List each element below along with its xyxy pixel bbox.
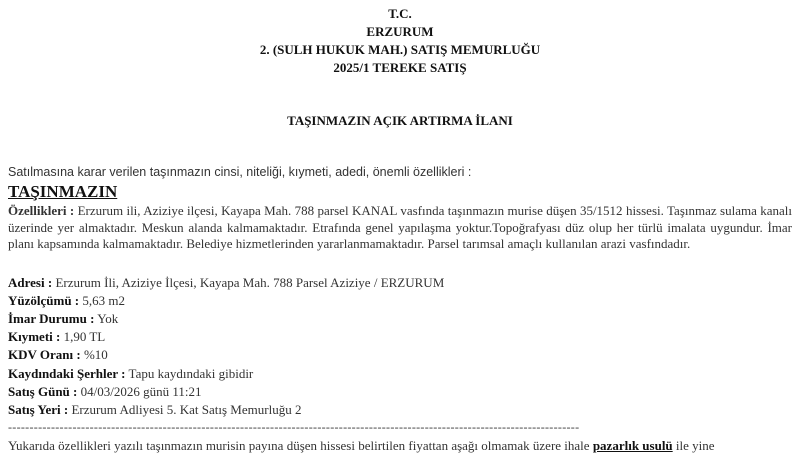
field-label: Yüzölçümü : [8, 293, 80, 308]
field-value: 04/03/2026 günü 11:21 [80, 384, 202, 399]
field-label: Satış Yeri : [8, 402, 69, 417]
header-office: 2. (SULH HUKUK MAH.) SATIŞ MEMURLUĞU [259, 42, 541, 57]
features-paragraph [8, 203, 792, 253]
field-row-sale-location [8, 402, 301, 418]
field-row-vat [8, 347, 108, 363]
bottom-text-bold: pazarlık usulü [592, 438, 673, 453]
features-label: Özellikleri : [8, 203, 75, 218]
field-value: Yok [97, 311, 119, 326]
field-label: Kıymeti : [8, 329, 61, 344]
field-row-annotations [8, 366, 253, 382]
field-row-area [8, 293, 125, 309]
field-row-address [8, 275, 444, 291]
section-heading: TAŞINMAZIN [8, 182, 118, 201]
field-value: Erzurum İli, Aziziye İlçesi, Kayapa Mah. 788 Parsel Aziziye / ERZURUM [55, 275, 445, 290]
field-label: Kaydındaki Şerhler : [8, 366, 126, 381]
field-value: Tapu kaydındaki gibidir [128, 366, 254, 381]
field-label: Satış Günü : [8, 384, 78, 399]
bottom-paragraph [8, 438, 792, 454]
header-tc: T.C. [388, 6, 412, 21]
field-row-value [8, 329, 105, 345]
field-label: İmar Durumu : [8, 311, 95, 326]
separator-line: ------------------------------------------------------------------------------------------------------------------------------------- [8, 420, 580, 434]
header-city: ERZURUM [366, 24, 434, 39]
field-label: KDV Oranı : [8, 347, 81, 362]
header-case-number: 2025/1 TEREKE SATIŞ [333, 60, 467, 75]
bottom-text-start: Yukarıda özellikleri yazılı taşınmazın murisin payına düşen hissesi belirtilen fiyattan aşağı olmamak üzere ihale [8, 438, 590, 453]
field-value: Erzurum Adliyesi 5. Kat Satış Memurluğu 2 [71, 402, 302, 417]
field-row-sale-date [8, 384, 201, 400]
bottom-text-end: ile yine [675, 438, 715, 453]
field-value: 5,63 m2 [82, 293, 126, 308]
document-title: TAŞINMAZIN AÇIK ARTIRMA İLANI [287, 113, 513, 128]
field-label: Adresi : [8, 275, 53, 290]
field-value: %10 [83, 347, 108, 362]
intro-text: Satılmasına karar verilen taşınmazın cinsi, niteliği, kıymeti, adedi, önemli özellikleri : [8, 165, 472, 179]
features-value: Erzurum ili, Aziziye ilçesi, Kayapa Mah. 788 parsel KANAL vasfında taşınmazın murise düşen 35/1512 hissesi. Taşınmaz sulama kanalı üzerinde yer almaktadır. Meskun alanda kalmamaktadır. Etrafında genel yapılaşma yoktur.Topoğrafyası düz olup her türlü imalata uygundur. İmar planı kapsamında kalmamaktadır. Belediye hizmetlerinden yararlanmamaktadır. Parsel tarımsal amaçlı kullanılan arazi vasfındadır. [8, 203, 792, 251]
field-value: 1,90 TL [63, 329, 106, 344]
field-row-zoning [8, 311, 118, 327]
